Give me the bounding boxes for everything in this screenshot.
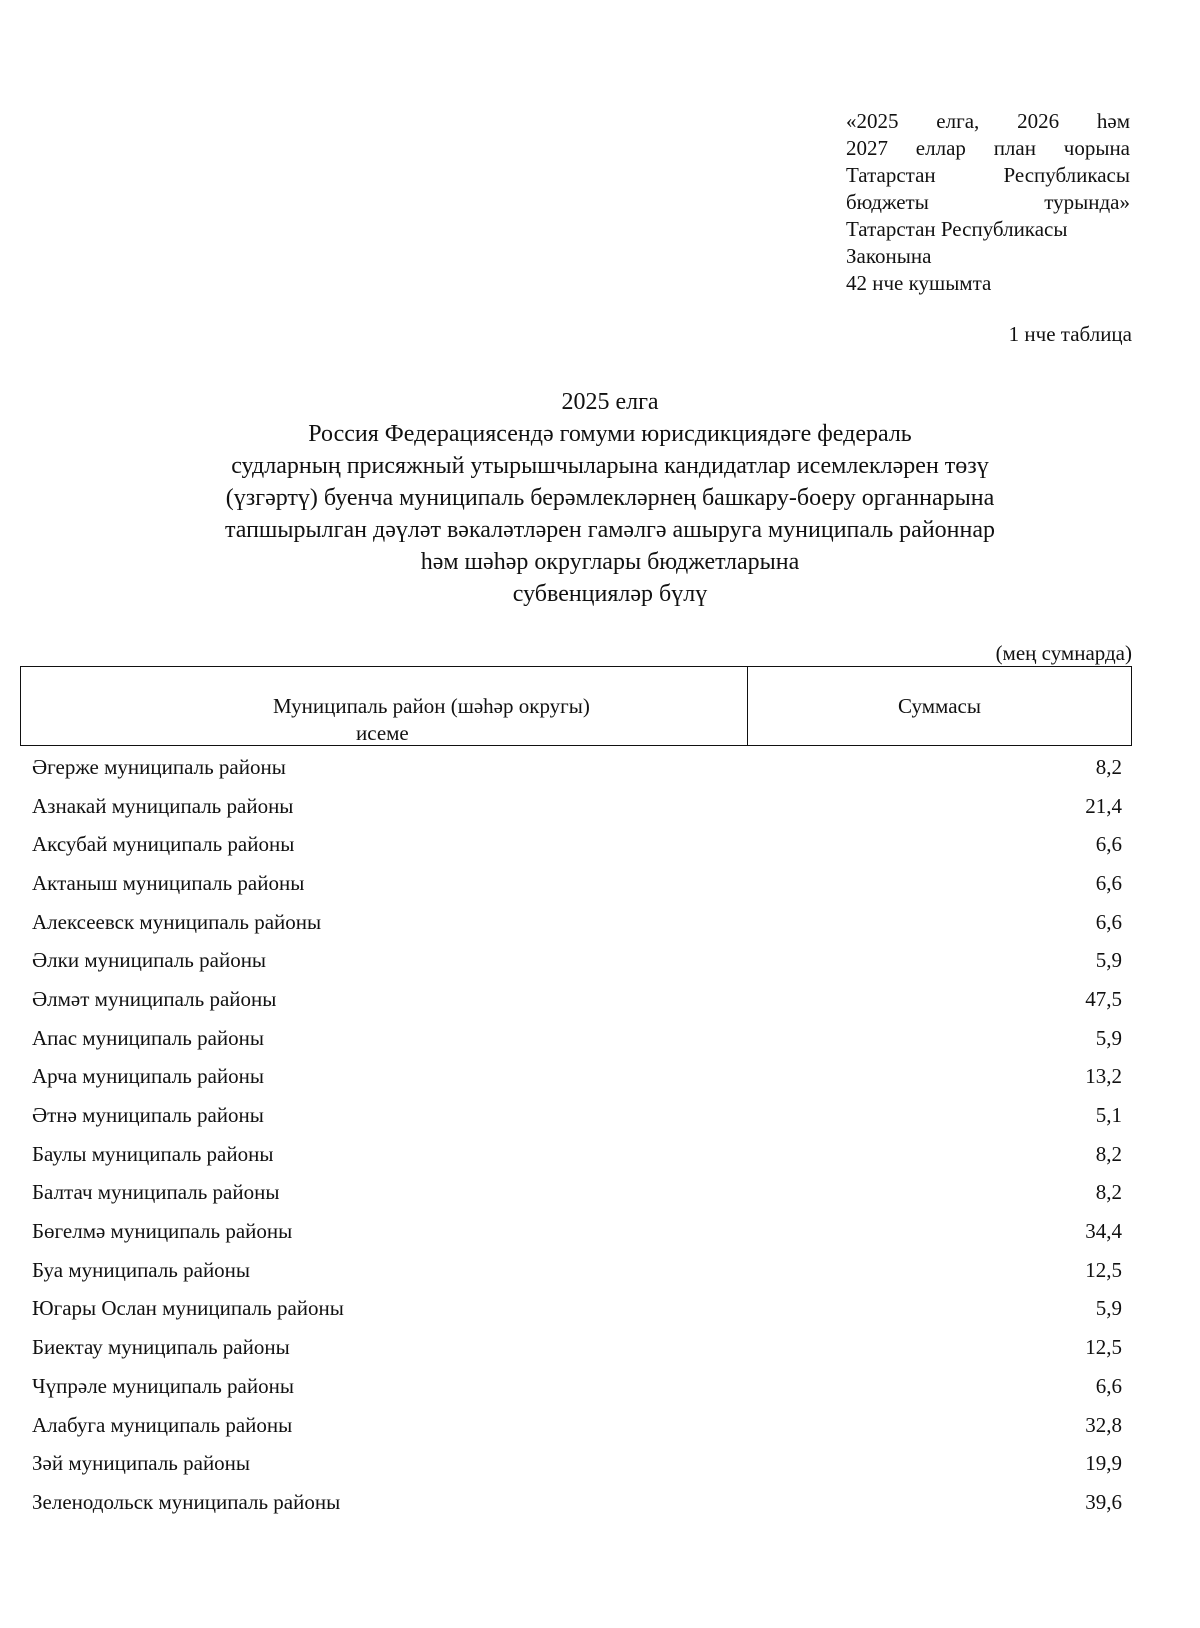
table-row [32, 1290, 1124, 1329]
district-name: Балтач муниципаль районы [32, 1180, 280, 1205]
district-name: Апас муниципаль районы [32, 1025, 264, 1050]
district-amount: 5,1 [1095, 1103, 1122, 1128]
district-name: Азнакай муниципаль районы [32, 793, 294, 818]
district-name: Алексеевск муниципаль районы [32, 909, 322, 934]
title-line: субвенцияләр бүлү [512, 581, 708, 607]
table-row [32, 1367, 1124, 1406]
district-name: Актаныш муниципаль районы [32, 870, 305, 895]
district-amount: 5,9 [1095, 1025, 1122, 1050]
title-line: һәм шәһәр округлары бюджетларына [420, 549, 800, 575]
table-row [32, 1251, 1124, 1290]
appendix-line: бюджеты турында» [846, 190, 1130, 214]
table-body [32, 748, 1124, 1522]
table-row [32, 1212, 1124, 1251]
district-amount: 47,5 [1085, 986, 1122, 1011]
table-row [32, 903, 1124, 942]
district-amount: 13,2 [1085, 1064, 1122, 1089]
district-amount: 8,2 [1095, 1180, 1122, 1205]
appendix-line: Законына [846, 244, 932, 268]
district-name: Югары Ослан муниципаль районы [32, 1296, 344, 1321]
district-amount: 6,6 [1095, 909, 1122, 934]
appendix-line: Татарстан Республикасы [846, 163, 1130, 187]
district-name: Зеленодольск муниципаль районы [32, 1489, 341, 1514]
document-title [120, 386, 1100, 610]
table-row [32, 980, 1124, 1019]
district-name: Әгерже муниципаль районы [32, 754, 286, 779]
table-row [32, 941, 1124, 980]
district-amount: 8,2 [1095, 1141, 1122, 1166]
table-row [32, 1135, 1124, 1174]
table-row [32, 825, 1124, 864]
appendix-line: 2027 еллар план чорына [846, 136, 1130, 160]
district-amount: 19,9 [1085, 1451, 1122, 1476]
district-name: Әлки муниципаль районы [32, 948, 267, 973]
district-amount: 5,9 [1095, 948, 1122, 973]
table-row [32, 787, 1124, 826]
table-row [32, 1328, 1124, 1367]
district-amount: 12,5 [1085, 1335, 1122, 1360]
district-amount: 8,2 [1095, 754, 1122, 779]
table-row [32, 1483, 1124, 1522]
district-name: Буа муниципаль районы [32, 1257, 251, 1282]
district-name: Биектау муниципаль районы [32, 1335, 290, 1360]
district-name: Зәй муниципаль районы [32, 1451, 251, 1476]
district-name: Бөгелмә муниципаль районы [32, 1219, 293, 1244]
district-name: Арча муниципаль районы [32, 1064, 264, 1089]
district-amount: 6,6 [1095, 870, 1122, 895]
district-amount: 6,6 [1095, 832, 1122, 857]
title-line: тапшырылган дәүләт вәкаләтләрен гамәлгә ашыруга муниципаль районнар [224, 517, 996, 543]
district-name: Чүпрәле муниципаль районы [32, 1373, 294, 1398]
district-amount: 6,6 [1095, 1373, 1122, 1398]
appendix-line: «2025 елга, 2026 һәм [846, 109, 1130, 133]
district-amount: 32,8 [1085, 1412, 1122, 1437]
district-name: Әтнә муниципаль районы [32, 1103, 264, 1128]
units-note: (мең сумнарда) [995, 641, 1132, 665]
table-header [20, 666, 1132, 746]
title-line: Россия Федерациясендә гомуми юрисдикциядәге федераль [308, 421, 912, 447]
table-row [32, 1096, 1124, 1135]
column-header-sum: Суммасы [898, 693, 981, 718]
table-row [32, 1019, 1124, 1058]
title-line: 2025 елга [561, 389, 659, 415]
table-row [32, 748, 1124, 787]
table-number: 1 нче таблица [1008, 322, 1132, 346]
appendix-line: 42 нче кушымта [846, 271, 992, 295]
district-amount: 5,9 [1095, 1296, 1122, 1321]
table-row [32, 864, 1124, 903]
column-header-name-line: исеме [356, 721, 409, 745]
appendix-line: Татарстан Республикасы [846, 217, 1068, 241]
table-row [32, 1058, 1124, 1097]
appendix-reference [846, 108, 1130, 297]
table-row [32, 1406, 1124, 1445]
district-amount: 34,4 [1085, 1219, 1122, 1244]
table-row [32, 1174, 1124, 1213]
title-line: (үзгәртү) буенча муниципаль берәмлекләрнең башкару-боеру органнарына [225, 485, 995, 511]
district-name: Әлмәт муниципаль районы [32, 986, 277, 1011]
district-amount: 39,6 [1085, 1489, 1122, 1514]
district-name: Аксубай муниципаль районы [32, 832, 295, 857]
district-amount: 12,5 [1085, 1257, 1122, 1282]
column-header-name-line: Муниципаль район (шәһәр округы) [273, 694, 590, 718]
district-amount: 21,4 [1085, 793, 1122, 818]
district-name: Баулы муниципаль районы [32, 1141, 274, 1166]
district-name: Алабуга муниципаль районы [32, 1412, 293, 1437]
title-line: судларның присяжный утырышчыларына кандидатлар исемлекләрен төзү [231, 453, 989, 479]
column-header-name [21, 667, 748, 745]
table-row [32, 1444, 1124, 1483]
